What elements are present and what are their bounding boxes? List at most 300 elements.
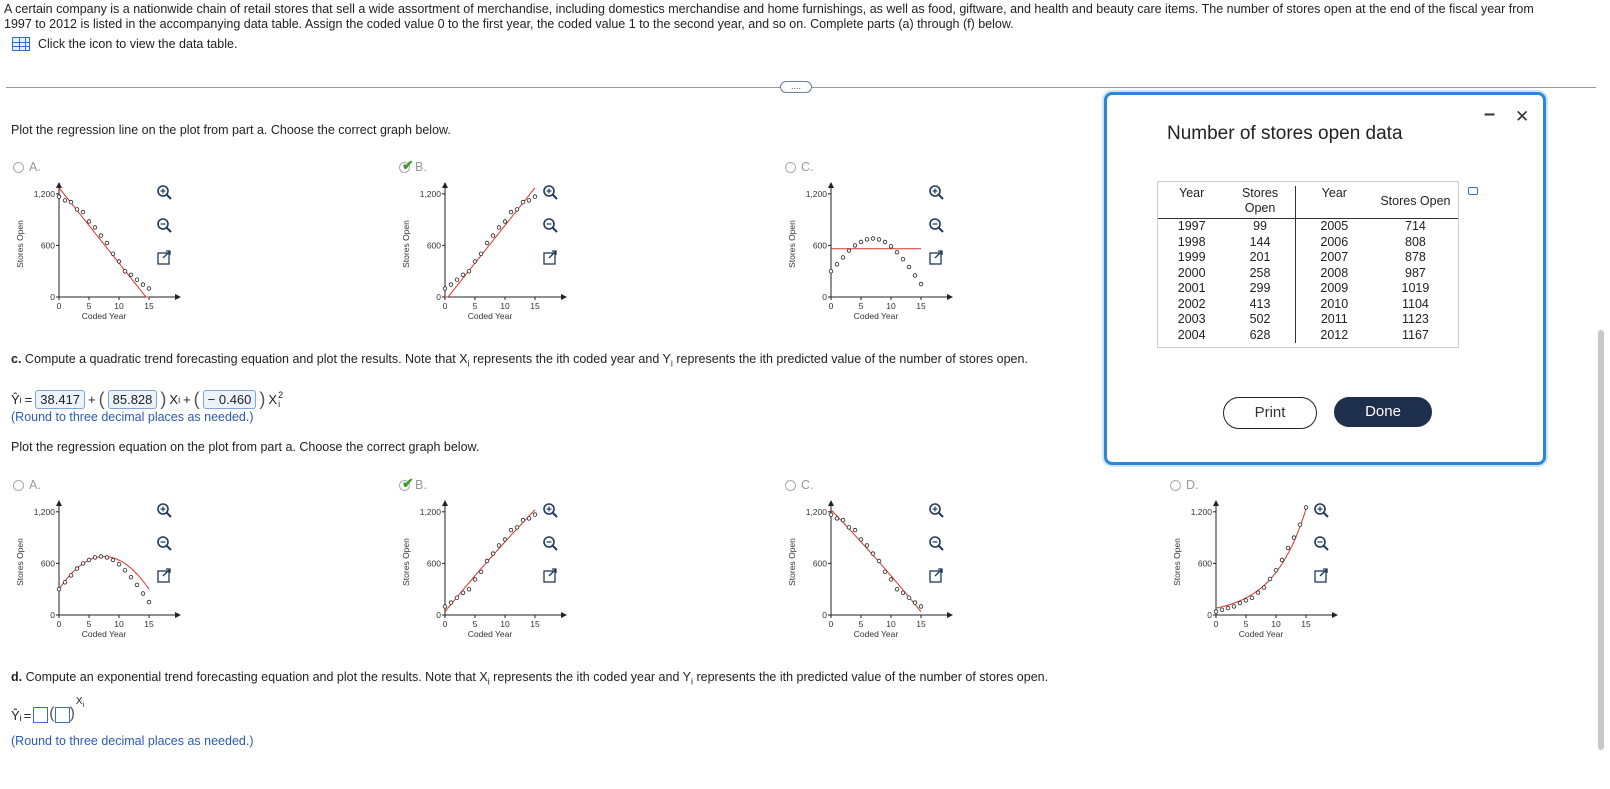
part-c-text-2: represents the ith coded year and Y bbox=[469, 352, 671, 366]
data-point bbox=[871, 237, 875, 241]
data-point bbox=[509, 210, 513, 214]
table-row bbox=[1158, 235, 1458, 251]
checkmark-icon: ✔ bbox=[402, 156, 414, 173]
data-point bbox=[461, 273, 465, 277]
pop-out-icon[interactable] bbox=[930, 569, 942, 582]
round-note-c: (Round to three decimal places as needed.) bbox=[11, 410, 254, 424]
zoom-out-icon[interactable] bbox=[544, 537, 557, 550]
y-axis-arrow bbox=[442, 182, 448, 188]
radio-button[interactable] bbox=[1170, 480, 1181, 491]
scatter-plot bbox=[14, 498, 189, 646]
data-point bbox=[533, 195, 537, 199]
y-tick-label: 0 bbox=[50, 292, 55, 302]
zoom-out-icon[interactable] bbox=[1315, 537, 1328, 550]
x-tick-label: 15 bbox=[1301, 619, 1311, 629]
zoom-out-icon[interactable] bbox=[544, 219, 557, 232]
data-point bbox=[1262, 586, 1266, 590]
data-point bbox=[913, 601, 917, 605]
data-point bbox=[1244, 599, 1248, 603]
scatter-plot bbox=[400, 498, 575, 646]
zoom-out-icon[interactable] bbox=[158, 537, 171, 550]
data-point bbox=[479, 252, 483, 256]
data-point bbox=[1274, 569, 1278, 573]
data-point bbox=[117, 563, 121, 567]
option-letter: B. bbox=[415, 478, 427, 492]
data-point bbox=[1280, 558, 1284, 562]
col-header-year: Year bbox=[1295, 186, 1373, 219]
radio-button[interactable] bbox=[13, 162, 24, 173]
data-point bbox=[1298, 523, 1302, 527]
x-tick-label: 10 bbox=[114, 301, 124, 311]
graph-c-d bbox=[1171, 498, 1346, 649]
b1-input[interactable] bbox=[55, 707, 70, 723]
x-tick-label: 10 bbox=[1271, 619, 1281, 629]
subscript: i bbox=[178, 394, 181, 405]
data-point bbox=[147, 600, 151, 604]
x-tick-label: 0 bbox=[442, 619, 448, 629]
radio-button-selected[interactable] bbox=[399, 156, 414, 173]
table-cell: 2001 bbox=[1177, 281, 1206, 295]
data-point bbox=[467, 270, 471, 274]
data-point bbox=[859, 538, 863, 542]
data-point bbox=[527, 517, 531, 521]
data-point bbox=[521, 200, 525, 204]
x-tick-label: 15 bbox=[530, 619, 540, 629]
data-point bbox=[99, 234, 103, 238]
col-header-stores: Stores Open bbox=[1380, 193, 1451, 208]
table-cell: 2006 bbox=[1295, 235, 1373, 251]
x-tick-label: 10 bbox=[886, 619, 896, 629]
table-cell: 2003 bbox=[1177, 312, 1206, 326]
part-c-text: Compute a quadratic trend forecasting equation and plot the results. Note that X bbox=[24, 352, 468, 366]
y-tick-label: 600 bbox=[40, 558, 55, 569]
equals-sign: = bbox=[24, 392, 33, 407]
table-cell: 1997 bbox=[1177, 219, 1206, 233]
data-point bbox=[57, 587, 61, 591]
data-point bbox=[859, 240, 863, 244]
y-tick-label: 600 bbox=[426, 558, 441, 569]
zoom-in-icon[interactable] bbox=[930, 504, 943, 517]
part-c-plot-prompt: Plot the regression equation on the plot from part a. Choose the correct graph below. bbox=[11, 440, 480, 454]
table-cell: 1167 bbox=[1401, 327, 1429, 342]
x-tick-label: 15 bbox=[144, 619, 154, 629]
x-tick-label: 5 bbox=[858, 619, 864, 629]
b2-answer[interactable]: − 0.460 bbox=[203, 390, 257, 409]
scrollbar-thumb[interactable] bbox=[1598, 330, 1604, 750]
data-point bbox=[901, 257, 905, 261]
x-tick-label: 5 bbox=[858, 301, 864, 311]
x-tick-label: 0 bbox=[828, 301, 834, 311]
table-row bbox=[1158, 250, 1458, 266]
data-point bbox=[533, 513, 537, 517]
x-tick-label: 15 bbox=[916, 619, 926, 629]
data-point bbox=[919, 605, 923, 609]
option-letter: B. bbox=[415, 160, 427, 174]
minimize-button[interactable]: – bbox=[1484, 103, 1496, 125]
data-point bbox=[1268, 577, 1272, 581]
zoom-out-icon[interactable] bbox=[930, 219, 943, 232]
b0-answer[interactable]: 38.417 bbox=[35, 390, 85, 409]
data-point bbox=[479, 570, 483, 574]
round-note-d: (Round to three decimal places as needed.) bbox=[11, 734, 254, 748]
zoom-in-icon[interactable] bbox=[544, 186, 557, 199]
data-point bbox=[503, 538, 507, 542]
y-tick-label: 1,200 bbox=[419, 506, 441, 517]
data-table-link[interactable] bbox=[12, 37, 237, 51]
pop-out-icon[interactable] bbox=[158, 251, 170, 264]
data-point bbox=[461, 591, 465, 595]
done-button[interactable]: Done bbox=[1334, 397, 1432, 427]
data-point bbox=[1214, 610, 1218, 614]
data-point bbox=[491, 234, 495, 238]
table-icon[interactable] bbox=[12, 37, 30, 51]
data-point bbox=[485, 559, 489, 563]
part-d-text: Compute an exponential trend forecasting equation and plot the results. Note that X bbox=[25, 670, 488, 684]
data-point bbox=[455, 278, 459, 282]
graph-b-a bbox=[14, 180, 189, 331]
part-c-text-3: represents the ith predicted value of the number of stores open. bbox=[672, 352, 1028, 366]
x-tick-label: 10 bbox=[114, 619, 124, 629]
x-tick-label: 0 bbox=[828, 619, 834, 629]
data-point bbox=[75, 567, 79, 571]
copy-table-icon[interactable] bbox=[1468, 187, 1478, 195]
plus-sign: + bbox=[183, 392, 191, 407]
data-point bbox=[829, 269, 833, 273]
x-axis-arrow bbox=[175, 612, 181, 618]
y-tick-label: 1,200 bbox=[1190, 506, 1212, 517]
data-point bbox=[491, 552, 495, 556]
radio-button[interactable] bbox=[785, 480, 796, 491]
y-tick-label: 600 bbox=[1197, 558, 1212, 569]
page-scrollbar[interactable] bbox=[1597, 90, 1605, 750]
x-tick-label: 15 bbox=[530, 301, 540, 311]
option-c-d[interactable] bbox=[1170, 478, 1199, 492]
data-point bbox=[1286, 546, 1290, 550]
option-b-c[interactable] bbox=[785, 160, 814, 174]
x-axis-label: Coded Year bbox=[467, 629, 513, 639]
part-d-text-3: represents the ith predicted value of the number of stores open. bbox=[693, 670, 1049, 684]
close-button[interactable]: ✕ bbox=[1515, 107, 1530, 126]
part-b-prompt: Plot the regression line on the plot from part a. Choose the correct graph below. bbox=[11, 123, 451, 137]
data-point bbox=[1250, 596, 1254, 600]
data-point bbox=[1292, 536, 1296, 540]
table-cell: 2005 bbox=[1295, 219, 1373, 235]
data-point bbox=[509, 528, 513, 532]
table-cell: 2002 bbox=[1177, 296, 1206, 311]
data-point bbox=[847, 526, 851, 530]
y-axis-label: Stores Open bbox=[15, 220, 25, 268]
table-cell: 1998 bbox=[1177, 234, 1206, 249]
data-point bbox=[129, 575, 133, 579]
data-point bbox=[99, 555, 103, 559]
table-cell: 2010 bbox=[1295, 297, 1373, 313]
data-point bbox=[521, 518, 525, 522]
data-table-link-text: Click the icon to view the data table. bbox=[38, 37, 238, 51]
data-point bbox=[497, 544, 501, 548]
table-cell: 2004 bbox=[1177, 327, 1206, 342]
data-point bbox=[883, 240, 887, 244]
data-point bbox=[1238, 601, 1242, 605]
data-point bbox=[105, 556, 109, 560]
zoom-in-icon[interactable] bbox=[158, 186, 171, 199]
data-point bbox=[889, 245, 893, 249]
table-cell: 413 bbox=[1249, 296, 1271, 311]
stores-data-table bbox=[1157, 181, 1459, 348]
part-label: c. bbox=[11, 352, 22, 366]
table-cell: 258 bbox=[1249, 265, 1271, 280]
zoom-in-icon[interactable] bbox=[544, 504, 557, 517]
exponent: $X_i$ bbox=[75, 696, 85, 709]
table-cell: 878 bbox=[1405, 250, 1426, 264]
data-point bbox=[877, 559, 881, 563]
table-cell: 808 bbox=[1405, 234, 1426, 249]
data-point bbox=[455, 596, 459, 600]
data-point bbox=[835, 517, 839, 521]
pop-out-icon[interactable] bbox=[544, 569, 556, 582]
zoom-in-icon[interactable] bbox=[1315, 504, 1328, 517]
data-point bbox=[81, 210, 85, 214]
table-cell: 2012 bbox=[1295, 328, 1373, 344]
data-point bbox=[69, 574, 73, 578]
data-point bbox=[841, 518, 845, 522]
y-tick-label: 600 bbox=[40, 240, 55, 251]
table-row bbox=[1158, 297, 1458, 313]
data-point bbox=[515, 526, 519, 530]
y-axis-arrow bbox=[442, 500, 448, 506]
zoom-in-icon[interactable] bbox=[158, 504, 171, 517]
y-tick-label: 600 bbox=[812, 240, 827, 251]
data-point bbox=[515, 208, 519, 212]
option-letter: A. bbox=[29, 478, 41, 492]
part-d-prompt bbox=[11, 670, 1048, 687]
subscript: i bbox=[19, 713, 22, 723]
subscript: i bbox=[467, 358, 470, 369]
table-cell: 299 bbox=[1249, 281, 1271, 295]
x-axis-label: Coded Year bbox=[467, 311, 513, 321]
y-axis-arrow bbox=[56, 182, 62, 188]
table-cell: 2008 bbox=[1295, 266, 1373, 282]
data-point bbox=[81, 562, 85, 566]
option-letter: D. bbox=[1186, 478, 1199, 492]
data-point bbox=[69, 200, 73, 204]
data-point bbox=[123, 569, 127, 573]
x-axis-arrow bbox=[947, 294, 953, 300]
x-variable: X bbox=[268, 392, 278, 407]
subscript: i bbox=[670, 358, 673, 369]
plus-sign: + bbox=[88, 392, 96, 407]
y-tick-label: 0 bbox=[1207, 610, 1212, 620]
data-point bbox=[443, 287, 447, 291]
x-axis-arrow bbox=[947, 612, 953, 618]
part-d-text-2: represents the ith coded year and Y bbox=[489, 670, 691, 684]
x-axis-label: Coded Year bbox=[1238, 629, 1284, 639]
part-c-prompt bbox=[11, 352, 1028, 369]
table-row bbox=[1158, 266, 1458, 282]
table-cell: 1019 bbox=[1401, 281, 1430, 295]
y-axis-label: Stores Open bbox=[787, 220, 797, 268]
data-point bbox=[1226, 606, 1230, 610]
table-cell: 99 bbox=[1253, 219, 1267, 233]
x-tick-label: 5 bbox=[472, 619, 478, 629]
b1-answer[interactable]: 85.828 bbox=[108, 390, 158, 409]
data-point bbox=[907, 265, 911, 269]
data-point bbox=[87, 220, 91, 224]
yhat-symbol: Ŷ bbox=[11, 392, 20, 407]
zoom-in-icon[interactable] bbox=[930, 186, 943, 199]
y-axis-arrow bbox=[56, 500, 62, 506]
option-c-a[interactable] bbox=[13, 478, 41, 492]
option-letter: C. bbox=[801, 160, 814, 174]
y-axis-label: Stores Open bbox=[401, 538, 411, 586]
subscript: i bbox=[487, 676, 490, 687]
radio-button-selected[interactable] bbox=[399, 474, 414, 491]
y-tick-label: 1,200 bbox=[33, 506, 55, 517]
exponential-equation: Ŷ i = ( ) $X_i$ bbox=[11, 696, 85, 723]
table-row bbox=[1158, 312, 1458, 328]
data-point bbox=[901, 591, 905, 595]
y-tick-label: 1,200 bbox=[419, 188, 441, 199]
y-tick-label: 1,200 bbox=[805, 506, 827, 517]
data-point bbox=[141, 283, 145, 287]
data-point bbox=[111, 252, 115, 256]
data-point bbox=[93, 226, 97, 230]
pop-out-icon[interactable] bbox=[930, 251, 942, 264]
data-point bbox=[63, 199, 67, 203]
option-b-b[interactable] bbox=[399, 156, 427, 174]
data-point bbox=[871, 552, 875, 556]
y-tick-label: 1,200 bbox=[33, 188, 55, 199]
data-point bbox=[93, 556, 97, 560]
table-cell: 201 bbox=[1249, 250, 1271, 264]
x-tick-label: 5 bbox=[86, 619, 92, 629]
data-point bbox=[111, 558, 115, 562]
x-tick-label: 0 bbox=[56, 619, 62, 629]
table-cell: 714 bbox=[1405, 219, 1426, 233]
data-point bbox=[895, 588, 899, 592]
data-point bbox=[503, 220, 507, 224]
data-point bbox=[473, 260, 477, 264]
subscript: i bbox=[691, 676, 693, 687]
expand-divider-button[interactable]: .... bbox=[780, 81, 812, 93]
col-header-stores: Stores Open bbox=[1241, 186, 1279, 215]
data-point bbox=[907, 596, 911, 600]
table-cell: 502 bbox=[1249, 312, 1271, 326]
y-axis-arrow bbox=[1213, 500, 1219, 506]
data-point bbox=[443, 605, 447, 609]
x-axis-label: Coded Year bbox=[81, 629, 127, 639]
data-point bbox=[919, 282, 923, 286]
data-point bbox=[141, 592, 145, 596]
data-point bbox=[841, 256, 845, 260]
option-letter: C. bbox=[801, 478, 814, 492]
dialog-title: Number of stores open data bbox=[1167, 123, 1403, 144]
table-cell: 2011 bbox=[1295, 312, 1373, 328]
y-tick-label: 0 bbox=[436, 610, 441, 620]
x-axis-arrow bbox=[175, 294, 181, 300]
y-tick-label: 0 bbox=[822, 610, 827, 620]
b0-input[interactable] bbox=[33, 707, 48, 723]
scatter-plot bbox=[786, 180, 961, 328]
table-cell: 2009 bbox=[1295, 281, 1373, 297]
data-point bbox=[1256, 591, 1260, 595]
pop-out-icon[interactable] bbox=[544, 251, 556, 264]
data-point bbox=[449, 283, 453, 287]
checkmark-icon: ✔ bbox=[402, 474, 414, 491]
table-cell: 1123 bbox=[1401, 312, 1429, 326]
scatter-plot bbox=[1171, 498, 1346, 646]
y-tick-label: 1,200 bbox=[805, 188, 827, 199]
data-point bbox=[135, 278, 139, 282]
option-b-a[interactable] bbox=[13, 160, 41, 174]
y-axis-label: Stores Open bbox=[787, 538, 797, 586]
data-point bbox=[129, 273, 133, 277]
scatter-plot bbox=[400, 180, 575, 328]
yhat-symbol: Ŷ bbox=[11, 708, 20, 723]
scatter-plot bbox=[14, 180, 189, 328]
radio-button[interactable] bbox=[13, 480, 24, 491]
x-tick-label: 5 bbox=[1243, 619, 1249, 629]
data-point bbox=[829, 513, 833, 517]
x-tick-label: 10 bbox=[886, 301, 896, 311]
table-row bbox=[1158, 219, 1458, 235]
table-cell: 628 bbox=[1249, 327, 1271, 342]
y-tick-label: 0 bbox=[822, 292, 827, 302]
data-point bbox=[895, 251, 899, 255]
zoom-out-icon[interactable] bbox=[158, 219, 171, 232]
y-tick-label: 0 bbox=[436, 292, 441, 302]
x-tick-label: 0 bbox=[1213, 619, 1219, 629]
data-point bbox=[913, 274, 917, 278]
x-tick-label: 15 bbox=[916, 301, 926, 311]
table-cell: 2000 bbox=[1177, 265, 1206, 280]
data-point bbox=[75, 208, 79, 212]
data-point bbox=[105, 241, 109, 245]
table-row bbox=[1158, 328, 1458, 344]
pop-out-icon[interactable] bbox=[158, 569, 170, 582]
print-button[interactable]: Print bbox=[1223, 397, 1317, 429]
graph-b-b bbox=[400, 180, 575, 331]
option-letter: A. bbox=[29, 160, 41, 174]
data-point bbox=[147, 287, 151, 291]
data-point bbox=[847, 249, 851, 253]
data-point bbox=[883, 570, 887, 574]
zoom-out-icon[interactable] bbox=[930, 537, 943, 550]
data-point bbox=[135, 583, 139, 587]
x-tick-label: 0 bbox=[56, 301, 62, 311]
intro-line-2: 1997 to 2012 is listed in the accompanying data table. Assign the coded value 0 to the first year, the coded value 1 to the second year, and so on. Complete parts (a) through (f) below. bbox=[4, 17, 1014, 31]
option-c-b[interactable] bbox=[399, 474, 427, 492]
intro-line-1: A certain company is a nationwide chain of retail stores that sell a wide assortment of merchandise, including domestics merchandise and home furnishings, as well as food, giftware, and health and beauty care items. The number of stores open at the end of the fiscal year from bbox=[4, 2, 1534, 16]
option-c-c[interactable] bbox=[785, 478, 814, 492]
fit-line bbox=[1216, 509, 1306, 608]
data-table-dialog bbox=[1104, 92, 1546, 465]
y-tick-label: 600 bbox=[812, 558, 827, 569]
graph-c-b bbox=[400, 498, 575, 649]
table-cell: 144 bbox=[1249, 234, 1271, 249]
data-point bbox=[117, 260, 121, 264]
equals-sign: = bbox=[23, 708, 32, 723]
data-point bbox=[1220, 608, 1224, 612]
quadratic-equation: Ŷ i = 38.417 + ( 85.828 ) X i + ( − 0.460 ) X 2 i bbox=[11, 389, 284, 409]
radio-button[interactable] bbox=[785, 162, 796, 173]
pop-out-icon[interactable] bbox=[1315, 569, 1327, 582]
data-point bbox=[835, 263, 839, 267]
x-axis-arrow bbox=[561, 294, 567, 300]
data-point bbox=[853, 528, 857, 532]
x-axis-arrow bbox=[1332, 612, 1338, 618]
table-cell: 987 bbox=[1405, 265, 1426, 280]
data-point bbox=[63, 581, 67, 585]
